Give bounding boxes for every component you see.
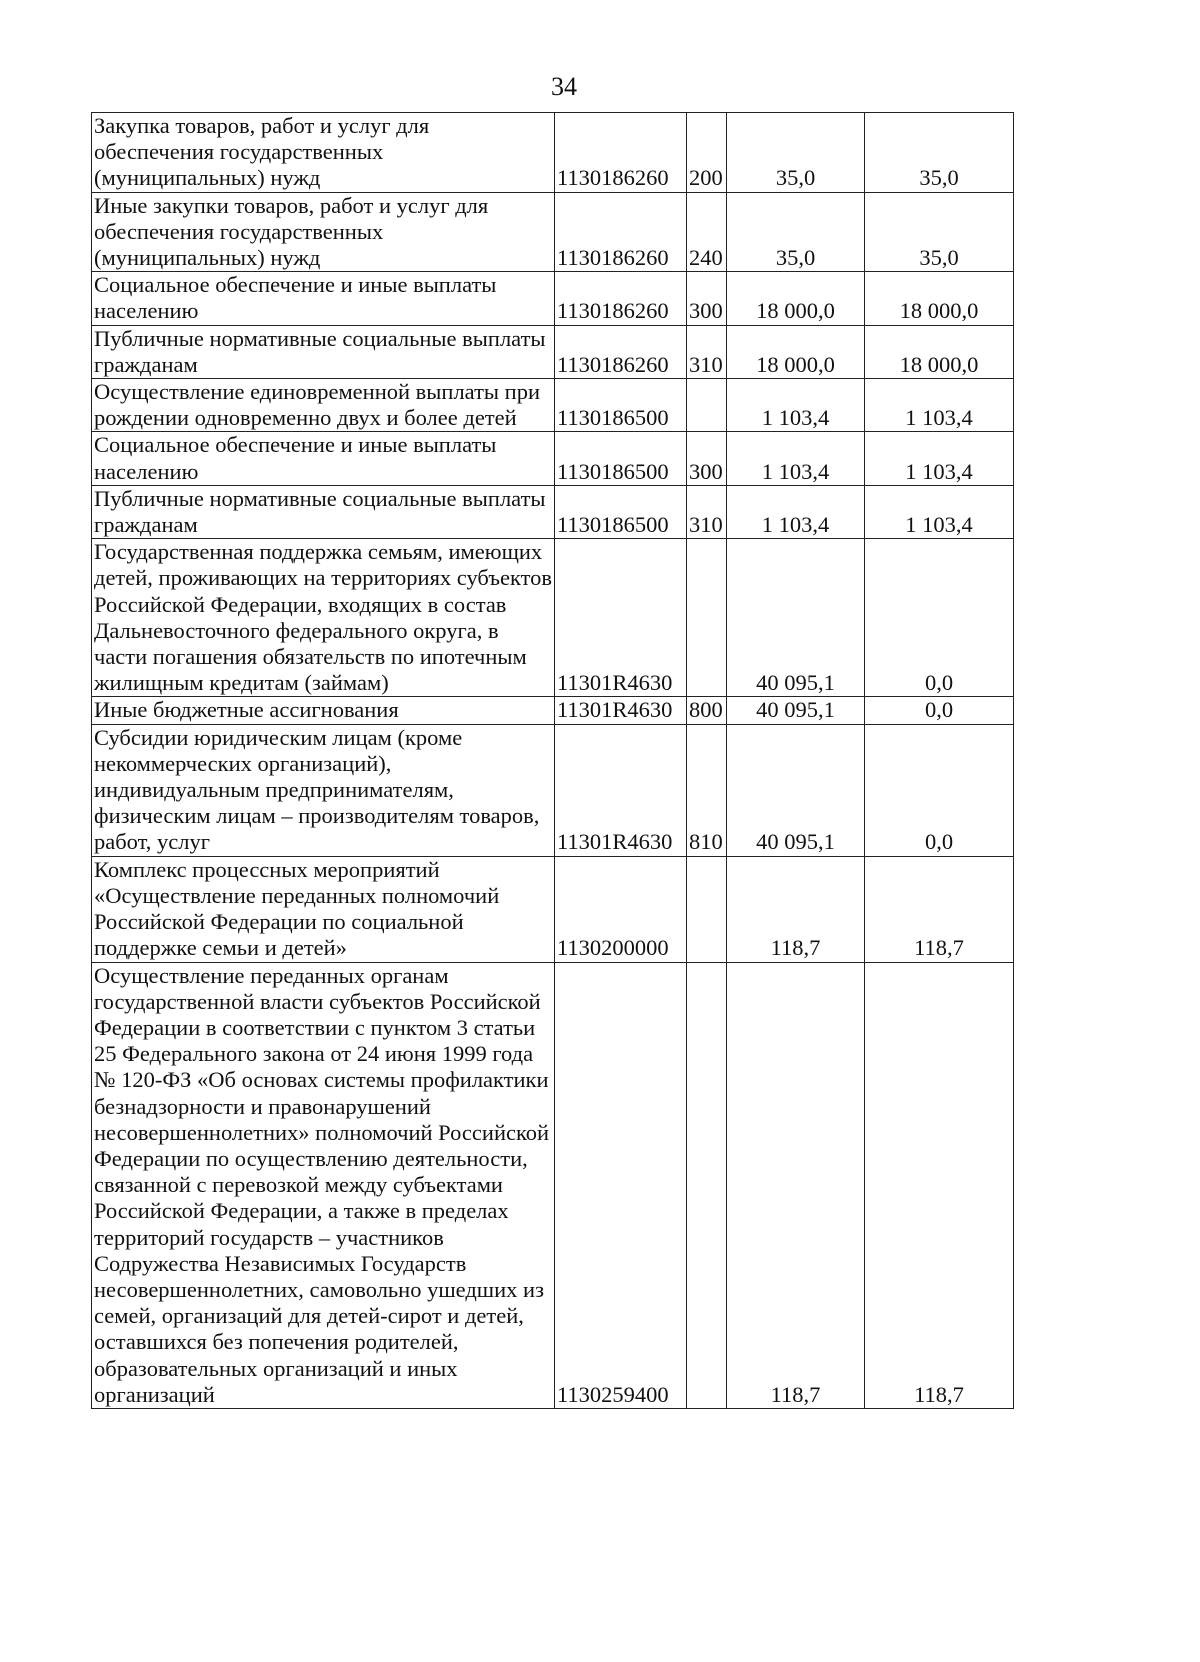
table-row xyxy=(92,962,1014,1408)
row-name: Публичные нормативные социальные выплаты гражданам xyxy=(92,485,555,538)
row-value-1: 35,0 xyxy=(727,192,865,272)
row-value-1: 18 000,0 xyxy=(727,272,865,325)
table-row xyxy=(92,379,1014,432)
row-value-1: 1 103,4 xyxy=(727,485,865,538)
row-expense-type: 810 xyxy=(687,724,727,856)
row-target-code: 11301R4630 xyxy=(555,697,687,724)
row-target-code: 1130186500 xyxy=(555,379,687,432)
row-value-1: 1 103,4 xyxy=(727,379,865,432)
row-name: Публичные нормативные социальные выплаты гражданам xyxy=(92,325,555,378)
table-row xyxy=(92,325,1014,378)
budget-table xyxy=(91,112,1014,1409)
row-value-2: 35,0 xyxy=(865,113,1014,193)
row-value-1: 18 000,0 xyxy=(727,325,865,378)
row-expense-type: 310 xyxy=(687,485,727,538)
row-name: Комплекс процессных мероприятий «Осуществление переданных полномочий Российской Федерации по социальной поддержке семьи и детей» xyxy=(92,856,555,962)
row-name: Закупка товаров, работ и услуг для обеспечения государственных (муниципальных) нужд xyxy=(92,113,555,193)
table-row xyxy=(92,724,1014,856)
row-target-code: 1130186500 xyxy=(555,432,687,485)
table-row xyxy=(92,539,1014,697)
row-value-1: 40 095,1 xyxy=(727,697,865,724)
row-expense-type: 310 xyxy=(687,325,727,378)
row-expense-type xyxy=(687,539,727,697)
row-expense-type: 300 xyxy=(687,432,727,485)
row-value-1: 118,7 xyxy=(727,962,865,1408)
row-target-code: 1130200000 xyxy=(555,856,687,962)
row-target-code: 1130186260 xyxy=(555,113,687,193)
row-value-2: 0,0 xyxy=(865,539,1014,697)
row-name: Иные бюджетные ассигнования xyxy=(92,697,555,724)
row-target-code: 1130186260 xyxy=(555,325,687,378)
row-target-code: 1130186260 xyxy=(555,272,687,325)
row-name: Субсидии юридическим лицам (кроме некоммерческих организаций), индивидуальным предпринимателям, физическим лицам – производителям товаров, работ, услуг xyxy=(92,724,555,856)
row-value-2: 1 103,4 xyxy=(865,379,1014,432)
row-value-1: 35,0 xyxy=(727,113,865,193)
row-expense-type: 300 xyxy=(687,272,727,325)
row-value-2: 1 103,4 xyxy=(865,485,1014,538)
row-name: Социальное обеспечение и иные выплаты населению xyxy=(92,272,555,325)
row-value-1: 40 095,1 xyxy=(727,539,865,697)
row-expense-type xyxy=(687,856,727,962)
row-expense-type xyxy=(687,379,727,432)
row-value-2: 118,7 xyxy=(865,856,1014,962)
row-target-code: 11301R4630 xyxy=(555,724,687,856)
table-row xyxy=(92,856,1014,962)
row-value-1: 1 103,4 xyxy=(727,432,865,485)
row-expense-type: 800 xyxy=(687,697,727,724)
table-row xyxy=(92,113,1014,193)
row-expense-type: 240 xyxy=(687,192,727,272)
row-value-2: 118,7 xyxy=(865,962,1014,1408)
row-name: Иные закупки товаров, работ и услуг для обеспечения государственных (муниципальных) нужд xyxy=(92,192,555,272)
table-row xyxy=(92,485,1014,538)
row-name: Государственная поддержка семьям, имеющих детей, проживающих на территориях субъектов Российской Федерации, входящих в состав Дальневосточного федерального округа, в части погашения обязательств по ипотечным жилищным кредитам (займам) xyxy=(92,539,555,697)
row-expense-type: 200 xyxy=(687,113,727,193)
row-target-code: 1130186260 xyxy=(555,192,687,272)
row-value-1: 40 095,1 xyxy=(727,724,865,856)
table-row xyxy=(92,697,1014,724)
row-value-1: 118,7 xyxy=(727,856,865,962)
table-row xyxy=(92,432,1014,485)
table-row xyxy=(92,272,1014,325)
row-value-2: 18 000,0 xyxy=(865,325,1014,378)
row-value-2: 35,0 xyxy=(865,192,1014,272)
row-value-2: 0,0 xyxy=(865,697,1014,724)
row-value-2: 18 000,0 xyxy=(865,272,1014,325)
row-target-code: 11301R4630 xyxy=(555,539,687,697)
page-number: 34 xyxy=(551,72,577,101)
table-body xyxy=(92,113,1014,1409)
row-value-2: 0,0 xyxy=(865,724,1014,856)
row-target-code: 1130186500 xyxy=(555,485,687,538)
row-value-2: 1 103,4 xyxy=(865,432,1014,485)
row-name: Социальное обеспечение и иные выплаты населению xyxy=(92,432,555,485)
row-name: Осуществление единовременной выплаты при рождении одновременно двух и более детей xyxy=(92,379,555,432)
table-row xyxy=(92,192,1014,272)
row-target-code: 1130259400 xyxy=(555,962,687,1408)
row-name: Осуществление переданных органам государственной власти субъектов Российской Федерации в соответствии с пунктом 3 статьи 25 Федерального закона от 24 июня 1999 года № 120-ФЗ «Об основах системы профилактики безнадзорности и правонарушений несовершеннолетних» полномочий Российской Федерации по осуществлению деятельности, связанной с перевозкой между субъектами Российской Федерации, а также в пределах территорий государств – участников Содружества Независимых Государств несовершеннолетних, самовольно ушедших из семей, организаций для детей-сирот и детей, оставшихся без попечения родителей, образовательных организаций и иных организаций xyxy=(92,962,555,1408)
row-expense-type xyxy=(687,962,727,1408)
